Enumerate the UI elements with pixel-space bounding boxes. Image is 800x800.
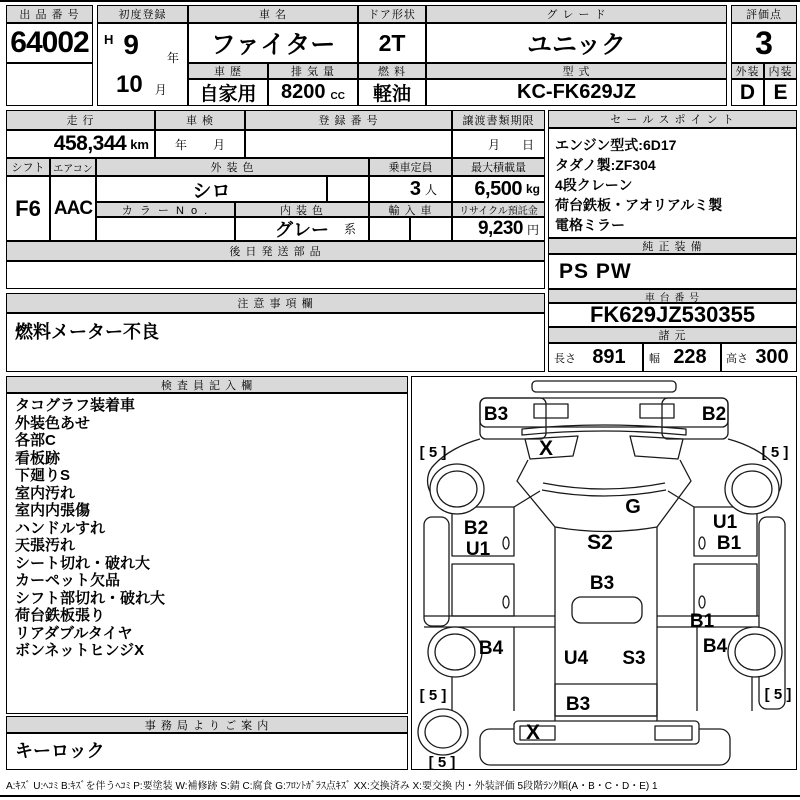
damage-code-label: X [538,437,554,460]
wheel-spare [418,709,468,755]
damage-code-label: [ 5 ] [764,686,792,703]
spec-length-label: 長さ [554,352,576,365]
damage-code-label: U1 [712,512,738,533]
registration-number-value [245,130,452,158]
reg-year-unit: 年 [166,51,179,65]
damage-code-label: [ 5 ] [419,444,447,461]
legend: A:ｷｽﾞ U:ﾍｺﾐ B:ｷｽﾞを伴うﾍｺﾐ P:要塗装 W:補修跡 S:錆 C:腐食 G:ﾌﾛﾝﾄｶﾞﾗｽ点ｷｽﾞ XX:交換済み X:要交換 内・外装評価 5段階ﾗﾝｸ順(A・B・C・D・E) 1 [6,780,658,792]
model-code-header: 型 式 [426,63,727,79]
damage-code-label: B1 [689,611,715,632]
sales-point-line: 4段クレーン [555,177,633,193]
sales-points-header: セ ー ル ス ポ イ ン ト [548,110,797,128]
history-header: 車 歴 [188,63,268,79]
recycle-deposit-value: 9,230 円 [452,217,545,241]
damage-code-label: S3 [622,648,646,669]
model-code-value: KC-FK629JZ [426,79,727,106]
fuel-value: 軽油 [358,79,426,106]
displacement-header: 排 気 量 [268,63,358,79]
exterior-grade-header: 外装 [731,63,764,79]
inspector-line: 下廻りS [15,467,71,484]
inspector-line: 室内内張傷 [15,502,91,519]
damage-code-label: U4 [563,648,589,669]
exterior-color-value: シロ [96,176,327,202]
exterior-color-sub-empty [327,176,369,202]
capacity-unit: 人 [424,182,437,197]
mileage-header: 走 行 [6,110,155,130]
factory-equipment-value: PS PW [548,254,797,289]
inspector-line: 室内汚れ [15,484,76,502]
damage-code-label: B3 [565,694,591,715]
inspector-line: タコグラフ装着車 [15,397,136,414]
damage-code-label: B3 [589,573,615,594]
max-load-unit: kg [525,182,540,196]
interior-grade-header: 内装 [764,63,797,79]
sales-point-line: タダノ製:ZF304 [555,157,656,173]
sales-points-body [548,128,797,238]
max-load-value: 6,500 kg [452,176,545,202]
history-value: 自家用 [188,79,268,106]
import-header: 輸 入 車 [369,202,452,217]
transfer-deadline-header: 譲渡書類期限 [452,110,545,130]
factory-equipment-header: 純 正 装 備 [548,238,797,254]
inspection-value: 年 月 [155,130,245,158]
damage-code-label: G [625,496,641,518]
damage-code-label: U1 [465,539,491,560]
spec-width: 幅 228 [643,343,721,372]
damage-code-label: [ 5 ] [419,687,447,704]
sales-point-line: 荷台鉄板・アオリアルミ製 [555,197,723,213]
interior-color-suffix: 系 [343,222,356,236]
later-parts-header: 後 日 発 送 部 品 [6,241,545,261]
aircon-header: エアコン [50,158,96,176]
interior-grade-value: E [764,79,797,106]
import-value-right [410,217,452,241]
inspector-line: 外装色あせ [15,414,91,432]
wheel-front-right [725,464,779,514]
inspector-line: シフト部切れ・破れ大 [15,589,166,607]
recycle-unit: 円 [526,222,539,237]
reg-month-unit: 月 [154,83,167,97]
grade-value: ユニック [426,23,727,63]
interior-color-value: グレー 系 [235,217,369,241]
displacement-unit: CC [330,91,345,102]
registration-number-header: 登 録 番 号 [245,110,452,130]
displacement-value: 8200 CC [268,79,358,106]
damage-code-label: B2 [463,518,489,539]
import-value-left [369,217,410,241]
wheel-rear-left [428,627,482,677]
first-registration-header: 初度登録 [97,5,188,23]
auction-number-header: 出 品 番 号 [6,5,93,23]
damage-code-label: B4 [702,636,728,657]
mileage-value: 458,344 km [6,130,155,158]
color-no-value [96,217,235,241]
inspector-line: 天張汚れ [15,537,76,554]
wheel-front-left [430,464,484,514]
chassis-number-header: 車 台 番 号 [548,289,797,303]
inspector-line: 看板跡 [15,449,61,467]
damage-code-label: X [525,721,541,744]
car-name-header: 車 名 [188,5,358,23]
color-no-header: カ ラ ー N o . [96,202,235,217]
inspector-line: リアダブルタイヤ [15,624,133,642]
auction-number-value: 64002 [6,23,93,63]
sheet-top-edge [0,0,800,2]
office-info-header: 事 務 局 よ り ご 案 内 [6,716,408,733]
shift-header: シフト [6,158,50,176]
notes-value: 燃料メーター不良 [6,313,545,372]
exterior-grade-value: D [731,79,764,106]
damage-code-label: [ 5 ] [428,754,456,769]
era-letter: H [104,31,114,47]
inspector-line: 各部C [15,432,56,449]
grade-header: グ レ ー ド [426,5,727,23]
inspector-line: カーペット欠品 [15,572,121,589]
damage-code-label: B3 [483,404,509,425]
score-header: 評価点 [731,5,797,23]
exterior-color-header: 外 装 色 [96,158,369,176]
inspector-notes-body [6,393,408,714]
inspector-line: 荷台鉄板張り [15,607,106,624]
sheet-bottom-edge [0,795,800,797]
sales-point-line: エンジン型式:6D17 [555,137,677,153]
damage-code-label: S2 [587,531,613,554]
shift-value: F6 [6,176,50,241]
sales-point-line: 電格ミラー [555,217,625,233]
auction-number-empty [6,63,93,106]
spec-height: 高さ 300 [721,343,797,372]
inspector-line: ハンドルすれ [15,519,106,537]
inspector-notes-header: 検 査 員 記 入 欄 [6,376,408,393]
reg-year: 9 [123,29,139,60]
later-parts-value [6,261,545,289]
interior-color-header: 内 装 色 [235,202,369,217]
recycle-deposit-header: リサイクル預託金 [452,202,545,217]
capacity-value: 3 人 [369,176,452,202]
car-name-value: ファイター [188,23,358,63]
vehicle-diagram-box [411,376,797,770]
door-shape-value: 2T [358,23,426,63]
first-registration-value [97,23,188,106]
capacity-header: 乗車定員 [369,158,452,176]
office-info-value: キーロック [6,733,408,770]
spec-height-label: 高さ [726,352,748,365]
inspector-line: ボンネットヒンジX [15,642,145,659]
wheel-rear-right [728,627,782,677]
damage-code-label: B4 [478,638,504,659]
score-value: 3 [731,23,797,63]
specs-header: 諸 元 [548,327,797,343]
damage-code-label: B2 [701,404,727,425]
inspection-header: 車 検 [155,110,245,130]
vehicle-damage-diagram [412,377,796,769]
transfer-deadline-value: 月 日 [452,130,545,158]
spec-width-label: 幅 [649,352,660,365]
damage-code-labels [420,404,792,769]
spec-length: 長さ 891 [548,343,643,372]
fuel-header: 燃 料 [358,63,426,79]
max-load-header: 最大積載量 [452,158,545,176]
mileage-unit: km [130,136,149,152]
damage-code-label: [ 5 ] [761,444,789,461]
door-shape-header: ドア形状 [358,5,426,23]
notes-header: 注 意 事 項 欄 [6,293,545,313]
chassis-number-value: FK629JZ530355 [548,303,797,327]
aircon-value: AAC [50,176,96,241]
inspector-line: シート切れ・破れ大 [15,554,151,572]
reg-month: 10 [116,71,143,98]
damage-code-label: B1 [716,533,742,554]
